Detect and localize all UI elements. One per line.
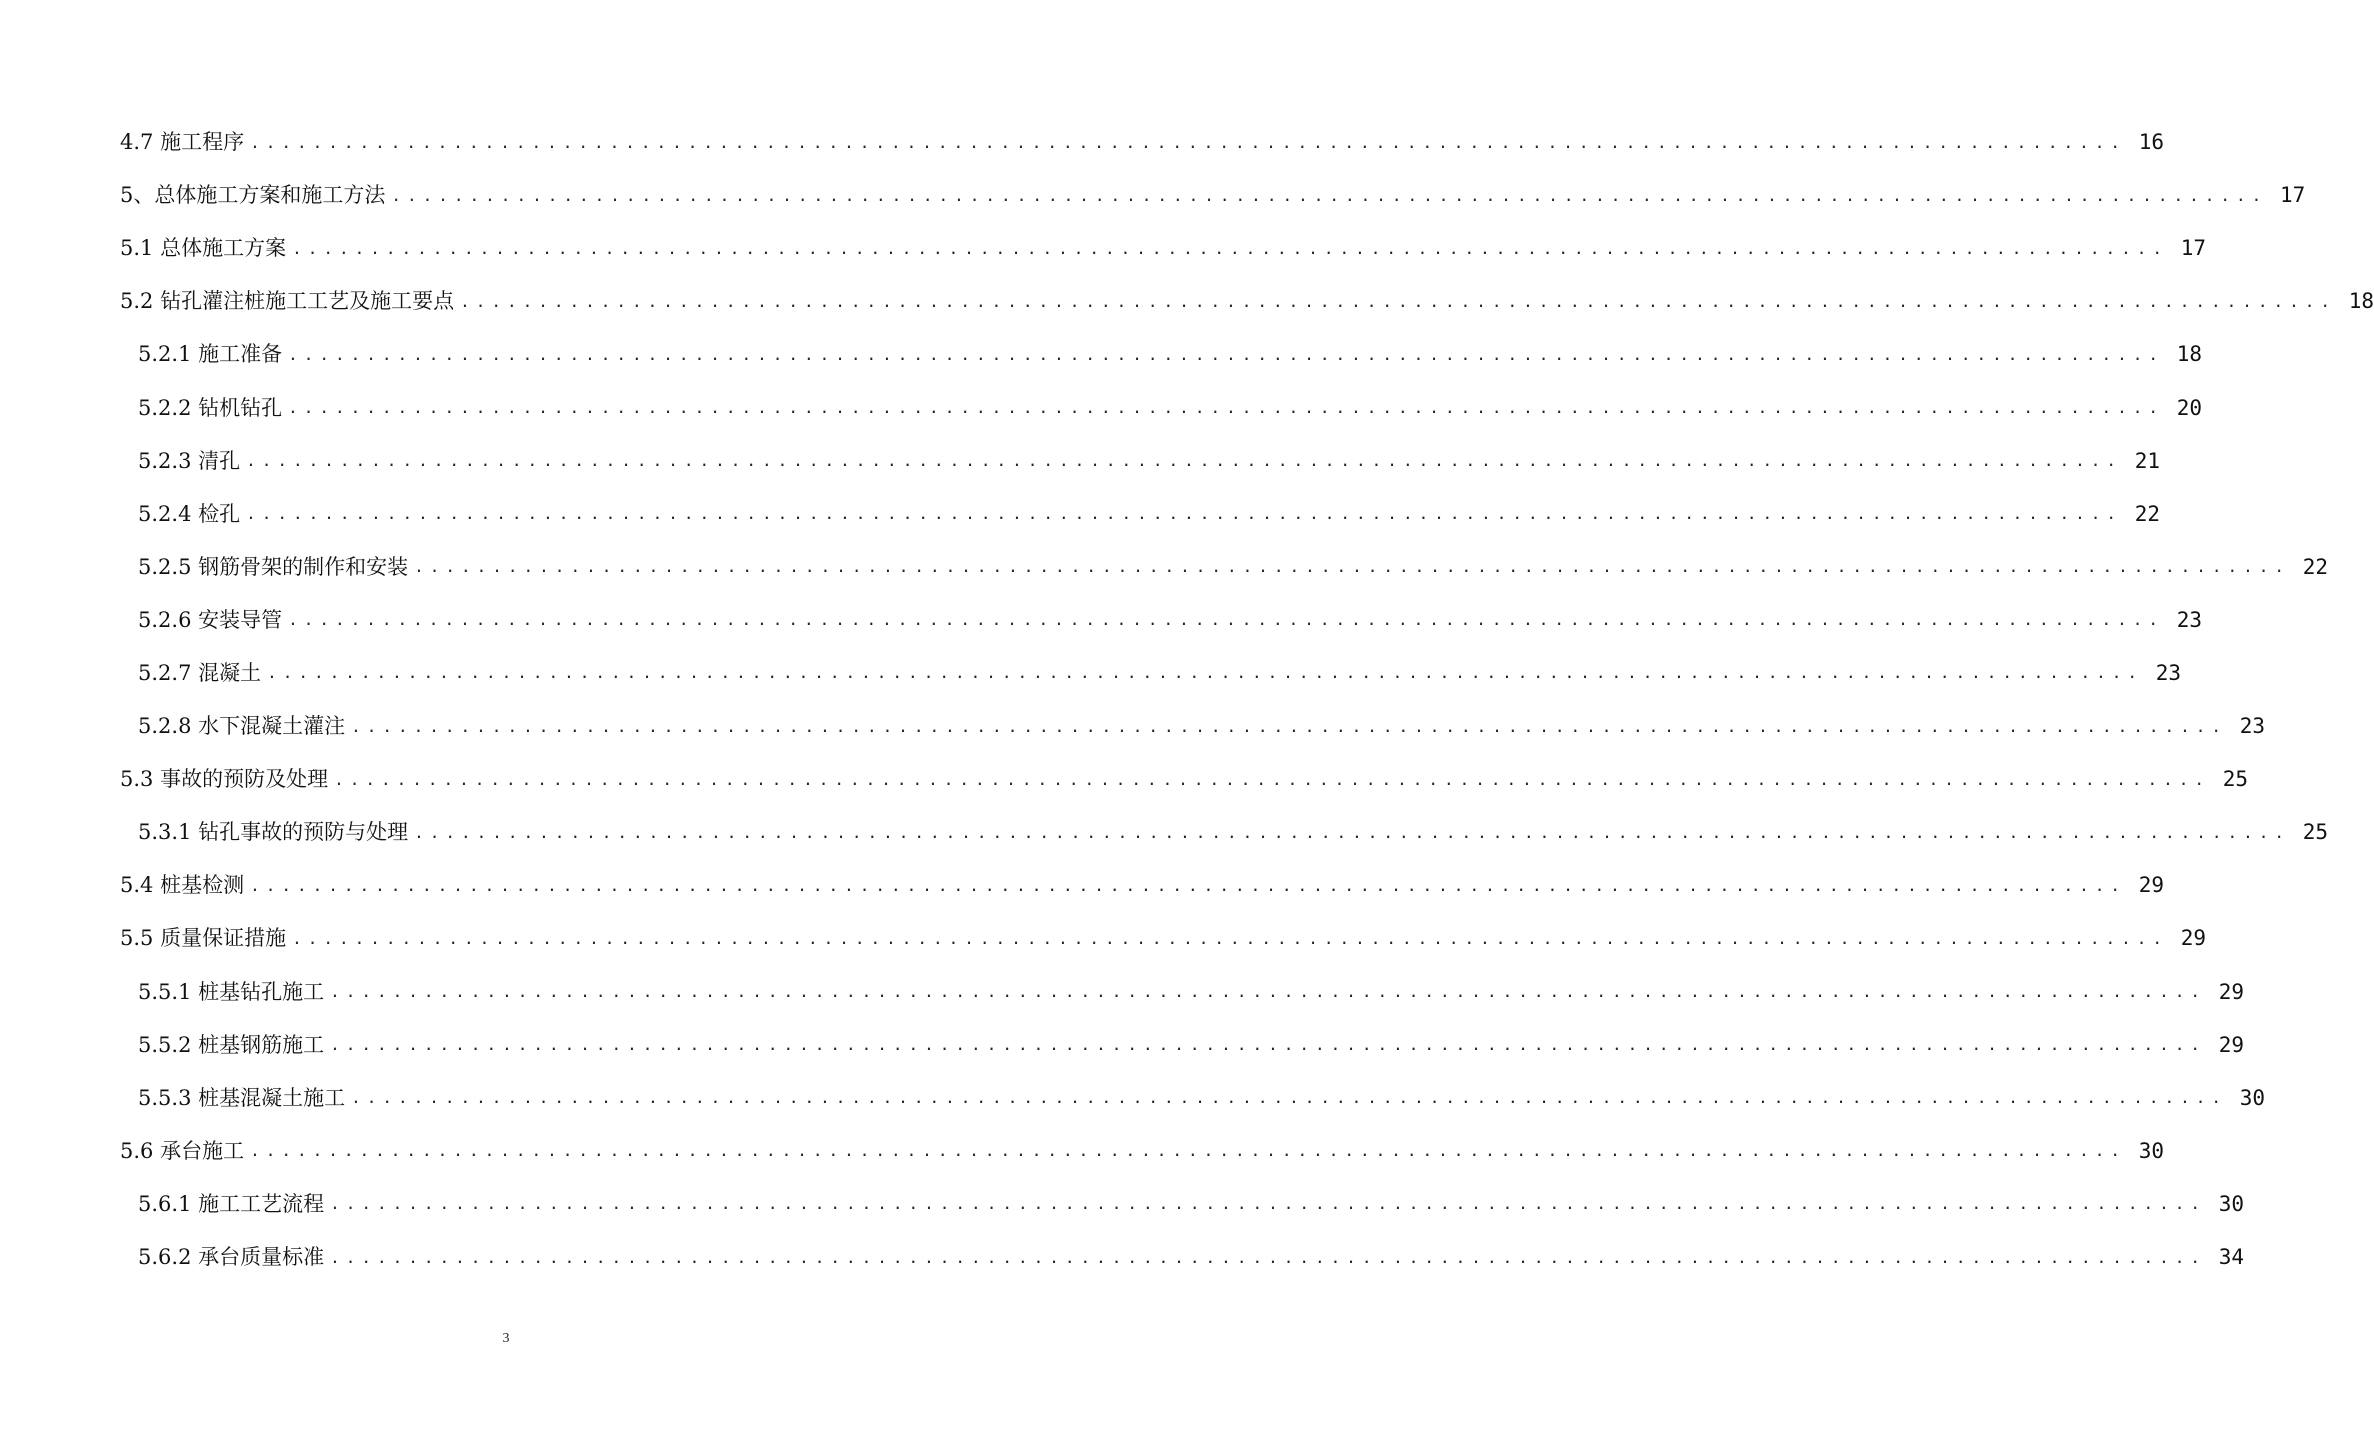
toc-entry-page: 29 [2138,873,2165,898]
toc-entry-title: 5.2.8 水下混凝土灌注 [138,714,346,739]
toc-entry[interactable] [120,1125,2165,1178]
toc-entry-title: 5.2.3 清孔 [138,448,241,473]
toc-dot-leader: ........................................................................................................................ [250,1141,2127,1161]
table-of-contents [120,116,2374,1284]
toc-entry-page: 23 [2176,607,2203,632]
toc-entry-title: 5.5 质量保证措施 [120,926,287,951]
toc-dot-leader: ........................................................................................................................ [351,1088,2228,1108]
toc-entry-title: 5.2 钻孔灌注桩施工工艺及施工要点 [120,289,455,314]
toc-dot-leader: ........................................................................................................................ [292,238,2169,258]
toc-entry-title: 5.2.2 钻机钻孔 [138,395,283,420]
toc-entry-page: 17 [2180,236,2207,261]
toc-entry-page: 30 [2239,1085,2266,1110]
toc-entry-title: 5.1 总体施工方案 [120,236,287,261]
toc-entry[interactable] [120,488,2161,541]
toc-entry-title: 5.3.1 钻孔事故的预防与处理 [138,820,409,845]
toc-dot-leader: ........................................................................................................................ [460,291,2337,311]
toc-entry-page: 25 [2302,820,2329,845]
toc-dot-leader: ........................................................................................................................ [250,875,2127,895]
toc-dot-leader: ........................................................................................................................ [250,132,2127,152]
toc-entry[interactable] [120,647,2182,700]
toc-entry-page: 30 [2138,1138,2165,1163]
toc-entry[interactable] [120,1072,2266,1125]
toc-entry[interactable] [120,1178,2245,1231]
toc-dot-leader: ........................................................................................................................ [288,344,2165,364]
toc-entry[interactable] [120,541,2329,594]
toc-dot-leader: ........................................................................................................................ [330,1194,2207,1214]
toc-entry[interactable] [120,381,2203,434]
toc-entry-title: 5、总体施工方案和施工方法 [120,183,386,208]
toc-entry-title: 5.2.1 施工准备 [138,342,283,367]
toc-dot-leader: ........................................................................................................................ [246,504,2123,524]
toc-entry-page: 30 [2218,1191,2245,1216]
toc-entry[interactable] [120,1019,2245,1072]
toc-entry-page: 34 [2218,1245,2245,1270]
toc-entry-page: 29 [2180,926,2207,951]
toc-entry-title: 5.6.2 承台质量标准 [138,1245,325,1270]
toc-entry[interactable] [120,1231,2245,1284]
toc-dot-leader: ........................................................................................................................ [414,557,2291,577]
toc-entry-title: 5.5.1 桩基钻孔施工 [138,979,325,1004]
toc-entry-title: 5.6.1 施工工艺流程 [138,1191,325,1216]
toc-dot-leader: ........................................................................................................................ [330,982,2207,1002]
toc-entry[interactable] [120,700,2266,753]
toc-dot-leader: ........................................................................................................................ [391,185,2268,205]
toc-entry-title: 5.5.3 桩基混凝土施工 [138,1085,346,1110]
toc-entry-page: 22 [2134,501,2161,526]
page-number: 3 [502,1331,510,1346]
toc-entry[interactable] [120,275,2374,328]
toc-entry-page: 25 [2222,767,2249,792]
toc-dot-leader: ........................................................................................................................ [330,1247,2207,1267]
toc-entry[interactable] [120,753,2249,806]
toc-entry-title: 4.7 施工程序 [120,130,245,155]
toc-dot-leader: ........................................................................................................................ [288,398,2165,418]
toc-entry-title: 5.2.4 检孔 [138,501,241,526]
toc-entry-page: 21 [2134,448,2161,473]
toc-entry-page: 23 [2239,714,2266,739]
toc-dot-leader: ........................................................................................................................ [330,1035,2207,1055]
toc-entry-page: 20 [2176,395,2203,420]
toc-entry[interactable] [120,116,2165,169]
toc-entry[interactable] [120,912,2207,965]
toc-entry[interactable] [120,328,2203,381]
toc-entry-page: 17 [2280,183,2306,208]
toc-entry-title: 5.5.2 桩基钢筋施工 [138,1032,325,1057]
toc-entry[interactable] [120,806,2329,859]
toc-entry[interactable] [120,859,2165,912]
toc-entry-page: 16 [2138,130,2165,155]
toc-entry-title: 5.6 承台施工 [120,1138,245,1163]
toc-dot-leader: ........................................................................................................................ [288,610,2165,630]
toc-entry[interactable] [120,435,2161,488]
toc-dot-leader: ........................................................................................................................ [267,663,2144,683]
toc-dot-leader: ........................................................................................................................ [334,769,2211,789]
toc-entry-page: 29 [2218,979,2245,1004]
toc-entry-title: 5.2.5 钢筋骨架的制作和安装 [138,554,409,579]
toc-entry-page: 18 [2348,289,2374,314]
toc-entry[interactable] [120,594,2203,647]
toc-dot-leader: ........................................................................................................................ [246,451,2123,471]
toc-entry[interactable] [120,169,2306,222]
toc-entry-title: 5.2.7 混凝土 [138,660,262,685]
toc-entry-page: 22 [2302,554,2329,579]
toc-entry-page: 29 [2218,1032,2245,1057]
toc-entry-page: 18 [2176,342,2203,367]
toc-entry[interactable] [120,222,2207,275]
toc-entry-title: 5.4 桩基检测 [120,873,245,898]
toc-entry-page: 23 [2155,660,2182,685]
toc-dot-leader: ........................................................................................................................ [351,716,2228,736]
toc-entry-title: 5.2.6 安装导管 [138,607,283,632]
toc-dot-leader: ........................................................................................................................ [292,928,2169,948]
toc-entry[interactable] [120,966,2245,1019]
toc-entry-title: 5.3 事故的预防及处理 [120,767,329,792]
toc-dot-leader: ........................................................................................................................ [414,822,2291,842]
